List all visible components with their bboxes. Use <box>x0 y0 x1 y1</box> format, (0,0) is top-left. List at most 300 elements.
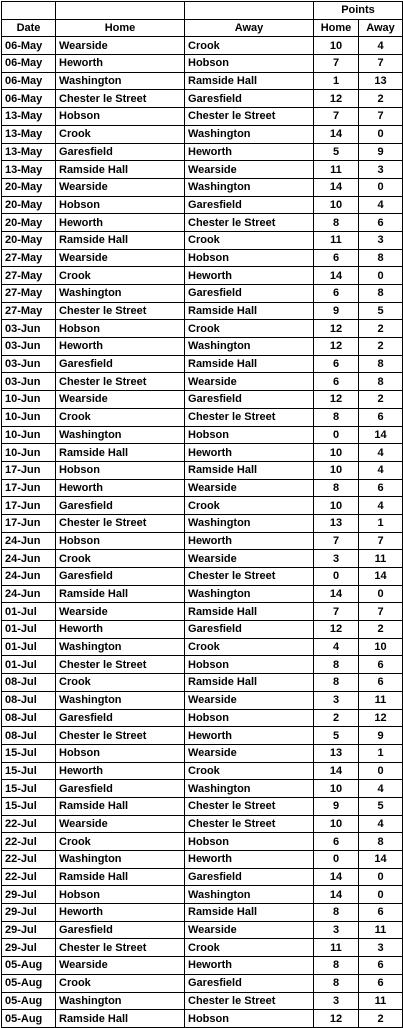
table-row <box>2 921 403 939</box>
away-points-cell: 6 <box>359 904 403 922</box>
away-team-cell: Chester le Street <box>185 815 314 833</box>
match-date-cell: 06-May <box>2 37 56 55</box>
home-team-cell: Washington <box>56 851 185 869</box>
table-row <box>2 426 403 444</box>
header-row-points <box>2 2 403 20</box>
match-date-cell: 24-Jun <box>2 550 56 568</box>
home-team-cell: Wearside <box>56 178 185 196</box>
away-team-cell: Wearside <box>185 921 314 939</box>
points-header: Points <box>314 2 403 20</box>
away-points-cell: 14 <box>359 568 403 586</box>
away-team-cell: Hobson <box>185 1010 314 1028</box>
away-points-cell: 0 <box>359 267 403 285</box>
home-team-header: Home <box>56 19 185 37</box>
home-team-cell: Heworth <box>56 214 185 232</box>
home-points-cell: 14 <box>314 125 359 143</box>
match-date-cell: 15-Jul <box>2 780 56 798</box>
away-points-cell: 3 <box>359 161 403 179</box>
away-points-header: Away <box>359 19 403 37</box>
away-points-cell: 2 <box>359 320 403 338</box>
home-team-cell: Heworth <box>56 621 185 639</box>
match-date-cell: 01-Jul <box>2 656 56 674</box>
away-team-cell: Heworth <box>185 532 314 550</box>
home-team-cell: Washington <box>56 691 185 709</box>
home-points-cell: 1 <box>314 72 359 90</box>
home-team-cell: Garesfield <box>56 709 185 727</box>
match-date-cell: 22-Jul <box>2 815 56 833</box>
table-row <box>2 762 403 780</box>
away-team-cell: Heworth <box>185 727 314 745</box>
match-date-cell: 10-Jun <box>2 444 56 462</box>
away-points-cell: 13 <box>359 72 403 90</box>
home-points-cell: 5 <box>314 727 359 745</box>
away-points-cell: 5 <box>359 797 403 815</box>
table-row <box>2 992 403 1010</box>
home-team-cell: Washington <box>56 285 185 303</box>
table-row <box>2 55 403 73</box>
home-team-cell: Hobson <box>56 108 185 126</box>
home-team-cell: Washington <box>56 992 185 1010</box>
away-team-cell: Washington <box>185 886 314 904</box>
fixtures-table <box>1 1 403 1028</box>
table-row <box>2 974 403 992</box>
away-team-cell: Crook <box>185 231 314 249</box>
away-team-cell: Crook <box>185 320 314 338</box>
away-team-cell: Garesfield <box>185 196 314 214</box>
table-row <box>2 727 403 745</box>
match-date-cell: 29-Jul <box>2 886 56 904</box>
home-points-cell: 13 <box>314 514 359 532</box>
home-team-cell: Wearside <box>56 391 185 409</box>
away-team-cell: Garesfield <box>185 90 314 108</box>
home-team-cell: Wearside <box>56 249 185 267</box>
away-points-cell: 1 <box>359 744 403 762</box>
home-points-cell: 9 <box>314 302 359 320</box>
match-date-cell: 22-Jul <box>2 833 56 851</box>
home-team-cell: Heworth <box>56 479 185 497</box>
home-points-cell: 6 <box>314 833 359 851</box>
away-team-cell: Chester le Street <box>185 797 314 815</box>
match-date-cell: 20-May <box>2 196 56 214</box>
home-team-cell: Hobson <box>56 196 185 214</box>
match-date-cell: 17-Jun <box>2 461 56 479</box>
match-date-cell: 20-May <box>2 214 56 232</box>
home-points-cell: 10 <box>314 444 359 462</box>
table-row <box>2 72 403 90</box>
away-points-cell: 6 <box>359 214 403 232</box>
home-team-cell: Hobson <box>56 320 185 338</box>
home-points-cell: 0 <box>314 426 359 444</box>
table-row <box>2 815 403 833</box>
away-points-cell: 2 <box>359 621 403 639</box>
away-points-cell: 5 <box>359 302 403 320</box>
table-row <box>2 497 403 515</box>
home-points-cell: 3 <box>314 921 359 939</box>
away-team-cell: Ramside Hall <box>185 674 314 692</box>
home-points-cell: 4 <box>314 638 359 656</box>
away-team-cell: Ramside Hall <box>185 461 314 479</box>
home-team-cell: Crook <box>56 974 185 992</box>
away-points-cell: 4 <box>359 461 403 479</box>
home-points-cell: 14 <box>314 762 359 780</box>
table-row <box>2 196 403 214</box>
away-points-cell: 0 <box>359 762 403 780</box>
home-points-cell: 7 <box>314 55 359 73</box>
home-points-cell: 14 <box>314 585 359 603</box>
away-team-cell: Hobson <box>185 709 314 727</box>
table-row <box>2 338 403 356</box>
match-date-cell: 22-Jul <box>2 868 56 886</box>
table-row <box>2 461 403 479</box>
home-points-cell: 8 <box>314 957 359 975</box>
table-row <box>2 285 403 303</box>
table-row <box>2 886 403 904</box>
away-points-cell: 6 <box>359 656 403 674</box>
table-row <box>2 709 403 727</box>
away-team-cell: Ramside Hall <box>185 302 314 320</box>
away-points-cell: 6 <box>359 974 403 992</box>
match-date-cell: 03-Jun <box>2 338 56 356</box>
match-date-cell: 24-Jun <box>2 585 56 603</box>
table-row <box>2 744 403 762</box>
away-team-cell: Wearside <box>185 691 314 709</box>
away-team-cell: Washington <box>185 338 314 356</box>
match-date-cell: 22-Jul <box>2 851 56 869</box>
table-row <box>2 621 403 639</box>
away-points-cell: 3 <box>359 939 403 957</box>
home-points-cell: 7 <box>314 532 359 550</box>
home-points-cell: 6 <box>314 285 359 303</box>
away-team-cell: Heworth <box>185 851 314 869</box>
match-date-cell: 17-Jun <box>2 514 56 532</box>
home-team-cell: Washington <box>56 638 185 656</box>
home-points-cell: 7 <box>314 603 359 621</box>
table-row <box>2 391 403 409</box>
table-row <box>2 638 403 656</box>
away-team-cell: Hobson <box>185 656 314 674</box>
home-points-cell: 2 <box>314 709 359 727</box>
table-row <box>2 833 403 851</box>
home-team-cell: Wearside <box>56 957 185 975</box>
home-team-cell: Washington <box>56 426 185 444</box>
home-team-cell: Ramside Hall <box>56 161 185 179</box>
away-points-cell: 7 <box>359 603 403 621</box>
table-row <box>2 868 403 886</box>
away-points-cell: 4 <box>359 37 403 55</box>
home-team-cell: Chester le Street <box>56 939 185 957</box>
table-row <box>2 479 403 497</box>
away-points-cell: 0 <box>359 886 403 904</box>
table-row <box>2 108 403 126</box>
away-team-cell: Heworth <box>185 957 314 975</box>
away-team-cell: Crook <box>185 762 314 780</box>
home-points-cell: 6 <box>314 355 359 373</box>
away-points-cell: 7 <box>359 55 403 73</box>
match-date-cell: 13-May <box>2 108 56 126</box>
table-row <box>2 355 403 373</box>
home-team-cell: Wearside <box>56 603 185 621</box>
match-date-cell: 17-Jun <box>2 497 56 515</box>
away-points-cell: 9 <box>359 143 403 161</box>
match-date-cell: 05-Aug <box>2 957 56 975</box>
table-row <box>2 603 403 621</box>
away-points-cell: 2 <box>359 1010 403 1028</box>
match-date-cell: 27-May <box>2 267 56 285</box>
home-team-cell: Ramside Hall <box>56 444 185 462</box>
home-team-cell: Garesfield <box>56 921 185 939</box>
away-points-cell: 11 <box>359 691 403 709</box>
home-team-cell: Chester le Street <box>56 727 185 745</box>
home-points-cell: 12 <box>314 391 359 409</box>
away-team-cell: Heworth <box>185 267 314 285</box>
match-date-cell: 08-Jul <box>2 691 56 709</box>
table-row <box>2 674 403 692</box>
away-team-cell: Wearside <box>185 161 314 179</box>
match-date-cell: 13-May <box>2 161 56 179</box>
home-points-cell: 8 <box>314 904 359 922</box>
away-team-cell: Crook <box>185 37 314 55</box>
home-team-cell: Chester le Street <box>56 656 185 674</box>
home-team-cell: Hobson <box>56 886 185 904</box>
match-date-cell: 27-May <box>2 249 56 267</box>
match-date-cell: 08-Jul <box>2 709 56 727</box>
home-points-cell: 12 <box>314 320 359 338</box>
away-team-cell: Garesfield <box>185 391 314 409</box>
away-points-cell: 8 <box>359 833 403 851</box>
match-date-cell: 01-Jul <box>2 603 56 621</box>
table-row <box>2 320 403 338</box>
table-row <box>2 851 403 869</box>
home-points-cell: 0 <box>314 851 359 869</box>
home-team-cell: Hobson <box>56 461 185 479</box>
home-points-cell: 11 <box>314 161 359 179</box>
away-team-cell: Crook <box>185 939 314 957</box>
away-team-cell: Ramside Hall <box>185 904 314 922</box>
away-points-cell: 14 <box>359 851 403 869</box>
header-row-columns <box>2 19 403 37</box>
match-date-cell: 13-May <box>2 143 56 161</box>
match-date-cell: 06-May <box>2 72 56 90</box>
home-points-cell: 12 <box>314 621 359 639</box>
home-points-cell: 14 <box>314 267 359 285</box>
match-date-cell: 29-Jul <box>2 939 56 957</box>
table-row <box>2 178 403 196</box>
match-date-cell: 27-May <box>2 302 56 320</box>
home-points-cell: 10 <box>314 37 359 55</box>
table-row <box>2 90 403 108</box>
away-team-cell: Washington <box>185 514 314 532</box>
home-points-cell: 7 <box>314 108 359 126</box>
home-team-cell: Heworth <box>56 904 185 922</box>
match-date-cell: 01-Jul <box>2 638 56 656</box>
table-row <box>2 444 403 462</box>
away-team-header: Away <box>185 19 314 37</box>
home-team-cell: Ramside Hall <box>56 797 185 815</box>
table-row <box>2 797 403 815</box>
table-row <box>2 408 403 426</box>
home-team-cell: Heworth <box>56 55 185 73</box>
away-points-cell: 2 <box>359 90 403 108</box>
table-row <box>2 267 403 285</box>
home-points-cell: 3 <box>314 550 359 568</box>
away-points-cell: 4 <box>359 780 403 798</box>
away-team-cell: Garesfield <box>185 285 314 303</box>
home-team-cell: Garesfield <box>56 780 185 798</box>
match-date-cell: 15-Jul <box>2 744 56 762</box>
home-team-cell: Crook <box>56 267 185 285</box>
match-date-cell: 24-Jun <box>2 568 56 586</box>
home-points-cell: 10 <box>314 497 359 515</box>
away-team-cell: Wearside <box>185 479 314 497</box>
away-team-cell: Washington <box>185 780 314 798</box>
home-points-cell: 6 <box>314 373 359 391</box>
match-date-cell: 17-Jun <box>2 479 56 497</box>
away-team-cell: Hobson <box>185 426 314 444</box>
home-points-cell: 8 <box>314 674 359 692</box>
home-points-cell: 3 <box>314 691 359 709</box>
away-points-cell: 6 <box>359 674 403 692</box>
home-team-cell: Crook <box>56 833 185 851</box>
table-row <box>2 37 403 55</box>
away-points-cell: 4 <box>359 196 403 214</box>
table-row <box>2 231 403 249</box>
match-date-cell: 08-Jul <box>2 727 56 745</box>
match-date-cell: 05-Aug <box>2 992 56 1010</box>
table-row <box>2 585 403 603</box>
table-row <box>2 691 403 709</box>
away-points-cell: 4 <box>359 815 403 833</box>
table-row <box>2 249 403 267</box>
home-points-header: Home <box>314 19 359 37</box>
home-points-cell: 8 <box>314 214 359 232</box>
match-date-cell: 03-Jun <box>2 373 56 391</box>
home-points-cell: 14 <box>314 868 359 886</box>
away-points-cell: 8 <box>359 355 403 373</box>
match-date-cell: 08-Jul <box>2 674 56 692</box>
match-date-cell: 29-Jul <box>2 904 56 922</box>
away-points-cell: 7 <box>359 532 403 550</box>
match-date-cell: 15-Jul <box>2 797 56 815</box>
away-team-cell: Chester le Street <box>185 408 314 426</box>
home-team-cell: Chester le Street <box>56 514 185 532</box>
away-points-cell: 2 <box>359 338 403 356</box>
away-points-cell: 2 <box>359 391 403 409</box>
header-blank-cell <box>2 2 56 20</box>
away-points-cell: 3 <box>359 231 403 249</box>
away-team-cell: Ramside Hall <box>185 355 314 373</box>
away-team-cell: Wearside <box>185 744 314 762</box>
away-team-cell: Heworth <box>185 143 314 161</box>
match-date-cell: 10-Jun <box>2 408 56 426</box>
away-team-cell: Chester le Street <box>185 568 314 586</box>
away-points-cell: 1 <box>359 514 403 532</box>
away-points-cell: 6 <box>359 957 403 975</box>
away-points-cell: 6 <box>359 479 403 497</box>
match-date-cell: 01-Jul <box>2 621 56 639</box>
home-points-cell: 8 <box>314 656 359 674</box>
away-points-cell: 9 <box>359 727 403 745</box>
home-team-cell: Wearside <box>56 815 185 833</box>
away-points-cell: 8 <box>359 285 403 303</box>
away-team-cell: Garesfield <box>185 868 314 886</box>
away-points-cell: 12 <box>359 709 403 727</box>
home-points-cell: 12 <box>314 90 359 108</box>
home-team-cell: Chester le Street <box>56 302 185 320</box>
home-points-cell: 6 <box>314 249 359 267</box>
match-date-cell: 10-Jun <box>2 426 56 444</box>
table-row <box>2 780 403 798</box>
table-row <box>2 1010 403 1028</box>
home-points-cell: 13 <box>314 744 359 762</box>
home-points-cell: 11 <box>314 231 359 249</box>
away-team-cell: Chester le Street <box>185 992 314 1010</box>
match-date-cell: 29-Jul <box>2 921 56 939</box>
away-team-cell: Garesfield <box>185 974 314 992</box>
home-points-cell: 11 <box>314 939 359 957</box>
table-row <box>2 939 403 957</box>
away-points-cell: 0 <box>359 585 403 603</box>
table-row <box>2 656 403 674</box>
away-points-cell: 8 <box>359 373 403 391</box>
away-points-cell: 11 <box>359 550 403 568</box>
home-points-cell: 10 <box>314 815 359 833</box>
home-team-cell: Garesfield <box>56 568 185 586</box>
home-points-cell: 12 <box>314 1010 359 1028</box>
away-team-cell: Hobson <box>185 55 314 73</box>
home-team-cell: Heworth <box>56 762 185 780</box>
away-team-cell: Ramside Hall <box>185 603 314 621</box>
home-points-cell: 10 <box>314 461 359 479</box>
home-points-cell: 8 <box>314 974 359 992</box>
match-date-cell: 06-May <box>2 55 56 73</box>
home-points-cell: 5 <box>314 143 359 161</box>
home-points-cell: 10 <box>314 196 359 214</box>
away-points-cell: 4 <box>359 497 403 515</box>
table-row <box>2 957 403 975</box>
away-team-cell: Garesfield <box>185 621 314 639</box>
table-row <box>2 125 403 143</box>
table-row <box>2 373 403 391</box>
home-team-cell: Wearside <box>56 37 185 55</box>
away-team-cell: Chester le Street <box>185 214 314 232</box>
away-team-cell: Crook <box>185 638 314 656</box>
away-team-cell: Wearside <box>185 550 314 568</box>
away-points-cell: 4 <box>359 444 403 462</box>
home-points-cell: 14 <box>314 178 359 196</box>
home-points-cell: 14 <box>314 886 359 904</box>
home-team-cell: Ramside Hall <box>56 231 185 249</box>
home-team-cell: Garesfield <box>56 143 185 161</box>
away-points-cell: 11 <box>359 992 403 1010</box>
table-body <box>2 37 403 1028</box>
match-date-cell: 10-Jun <box>2 391 56 409</box>
away-points-cell: 0 <box>359 125 403 143</box>
home-points-cell: 10 <box>314 780 359 798</box>
home-team-cell: Chester le Street <box>56 373 185 391</box>
away-points-cell: 7 <box>359 108 403 126</box>
table-header <box>2 2 403 37</box>
away-team-cell: Heworth <box>185 444 314 462</box>
header-blank-cell <box>185 2 314 20</box>
home-points-cell: 3 <box>314 992 359 1010</box>
away-team-cell: Washington <box>185 125 314 143</box>
home-points-cell: 8 <box>314 408 359 426</box>
away-team-cell: Wearside <box>185 373 314 391</box>
match-date-cell: 05-Aug <box>2 1010 56 1028</box>
home-team-cell: Ramside Hall <box>56 868 185 886</box>
home-team-cell: Crook <box>56 674 185 692</box>
table-row <box>2 161 403 179</box>
